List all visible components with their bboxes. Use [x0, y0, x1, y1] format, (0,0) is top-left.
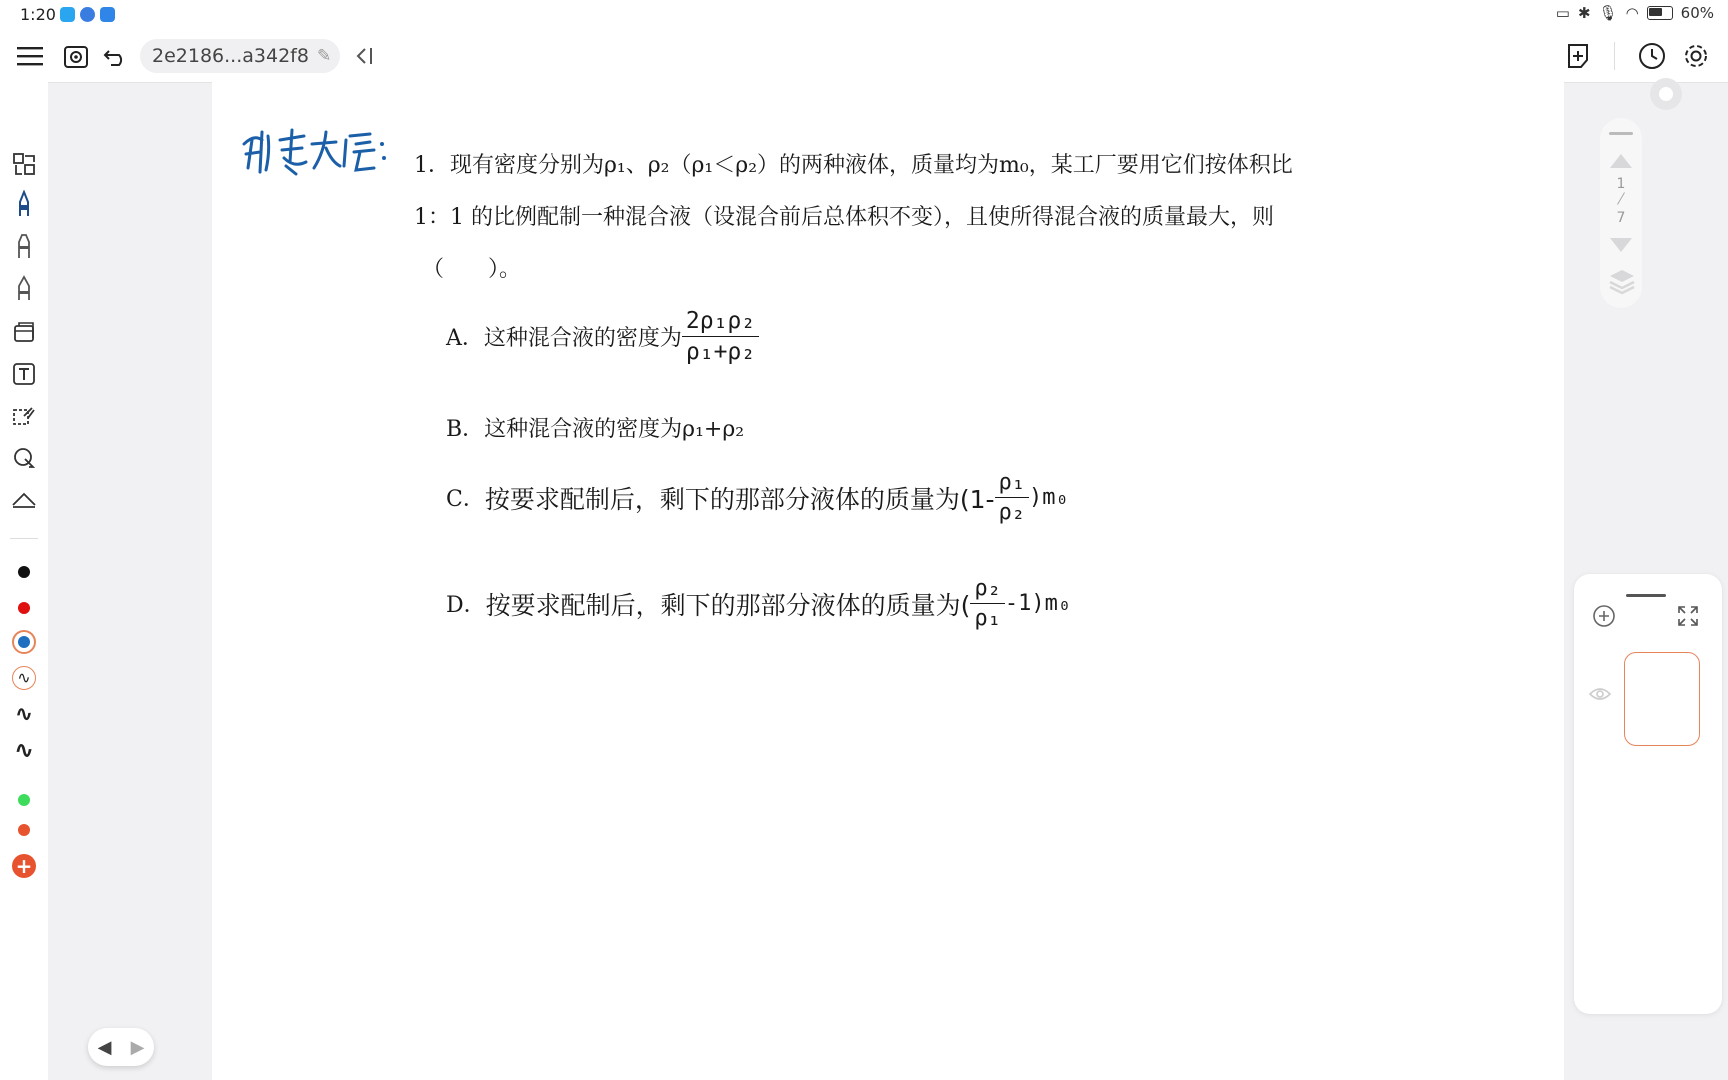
layer-visibility-icon[interactable]: [1588, 686, 1612, 706]
option-b: B．这种混合液的密度为ρ₁+ρ₂: [446, 417, 745, 442]
expand-icon[interactable]: [1676, 604, 1700, 632]
option-d-numerator: ρ₂: [970, 576, 1005, 604]
select-icon[interactable]: [8, 148, 40, 180]
add-page-icon[interactable]: [1562, 40, 1594, 72]
question-line-2: 1：1 的比例配制一种混合液（设混合前后总体积不变），且使所得混合液的质量最大，则: [414, 205, 1274, 230]
color-blue-swatch-selected[interactable]: [12, 630, 36, 654]
page-down-icon[interactable]: [1608, 236, 1634, 258]
bluetooth-icon: ✱: [1577, 4, 1591, 22]
cloud-notification-icon: [100, 7, 115, 22]
question-line-3: （ ）。: [422, 257, 522, 282]
color-orange-swatch[interactable]: [18, 824, 30, 836]
settings-gear-icon[interactable]: [1680, 40, 1712, 72]
page-up-icon[interactable]: [1608, 152, 1634, 174]
option-d-label: D．: [446, 593, 486, 618]
prev-page-icon[interactable]: ◀: [97, 1036, 112, 1058]
layers-icon[interactable]: [1608, 266, 1636, 300]
option-c-numerator: ρ₁: [995, 470, 1030, 498]
stroke-thin-selected-icon[interactable]: ∿: [12, 666, 36, 690]
option-a-text: A．这种混合液的密度为: [446, 326, 682, 351]
pen-icon[interactable]: [8, 188, 40, 220]
color-red-swatch[interactable]: [18, 602, 30, 614]
undo-icon[interactable]: [100, 40, 132, 72]
option-d-tail: -1)m₀: [1004, 591, 1072, 616]
menu-icon[interactable]: [14, 40, 46, 72]
question-line-1: 1．现有密度分别为ρ₁、ρ₂（ρ₁＜ρ₂）的两种液体，质量均为m₀，某工厂要用它们按体积比: [414, 153, 1293, 178]
option-c: [446, 470, 1069, 525]
mic-icon: 🎙︎: [1598, 4, 1618, 22]
text-icon[interactable]: [8, 358, 40, 390]
option-c-tail: )m₀: [1029, 485, 1069, 510]
option-a-denominator: ρ₁+ρ₂: [685, 339, 756, 365]
option-d-text: 按要求配制后，剩下的那部分液体的质量为(: [485, 590, 971, 620]
read-mode-icon[interactable]: [60, 40, 92, 72]
document-page[interactable]: [212, 82, 1564, 1080]
browser-notification-icon: [80, 7, 95, 22]
option-c-denominator: ρ₂: [998, 500, 1026, 525]
current-page-number: 1: [1616, 176, 1626, 192]
highlighter-icon[interactable]: [8, 272, 40, 304]
option-d-denominator: ρ₁: [974, 606, 1001, 631]
stroke-thick-icon[interactable]: ∿: [13, 736, 35, 764]
top-toolbar: [0, 30, 1728, 83]
file-name-chip[interactable]: [140, 39, 340, 73]
page-navigator: [1600, 118, 1642, 308]
option-c-fraction: [995, 470, 1030, 525]
app-notification-icon: [60, 7, 75, 22]
option-d: [446, 576, 1071, 631]
cast-icon: ▭: [1555, 4, 1570, 22]
add-color-icon[interactable]: +: [12, 854, 36, 878]
battery-icon: [1647, 6, 1673, 20]
ruler-icon[interactable]: [8, 484, 40, 516]
toolbar-divider: [1614, 42, 1615, 70]
layers-panel: [1574, 574, 1722, 1014]
status-time: 1:20: [20, 5, 56, 24]
left-tool-panel: [0, 82, 48, 1080]
shape-icon[interactable]: [8, 442, 40, 474]
color-green-swatch[interactable]: [18, 794, 30, 806]
add-layer-icon[interactable]: [1592, 604, 1616, 632]
panel-drag-handle[interactable]: [1626, 594, 1666, 597]
navigator-handle[interactable]: [1609, 132, 1633, 135]
eraser-icon[interactable]: [8, 316, 40, 348]
color-black-swatch[interactable]: [18, 566, 30, 578]
battery-level: 60%: [1680, 4, 1714, 22]
option-d-fraction: [970, 576, 1005, 631]
option-c-text: 按要求配制后，剩下的那部分液体的质量为(1-: [484, 484, 995, 514]
scroll-handle-icon[interactable]: [1650, 78, 1682, 110]
status-bar: [0, 0, 1728, 30]
next-page-icon[interactable]: ▶: [130, 1036, 145, 1058]
file-name: 2e2186...a342f8: [152, 45, 309, 67]
edit-icon[interactable]: ✎: [316, 46, 332, 66]
wifi-icon: ◠: [1625, 4, 1639, 22]
option-a-numerator: 2ρ₁ρ₂: [682, 308, 759, 337]
option-a: [446, 308, 759, 365]
collapse-icon[interactable]: [348, 40, 380, 72]
marker-icon[interactable]: [8, 230, 40, 262]
option-c-label: C．: [446, 487, 485, 512]
handwritten-note: [240, 122, 390, 186]
lasso-icon[interactable]: [8, 400, 40, 432]
layer-thumbnail[interactable]: [1624, 652, 1700, 746]
history-icon[interactable]: [1636, 40, 1668, 72]
stroke-medium-icon[interactable]: ∿: [14, 701, 34, 727]
page-separator: [1617, 192, 1625, 205]
total-page-number: 7: [1616, 210, 1626, 226]
tool-divider: [10, 538, 38, 539]
page-pager: [88, 1028, 154, 1066]
option-a-fraction: [682, 308, 759, 365]
status-indicators: [1556, 4, 1714, 22]
